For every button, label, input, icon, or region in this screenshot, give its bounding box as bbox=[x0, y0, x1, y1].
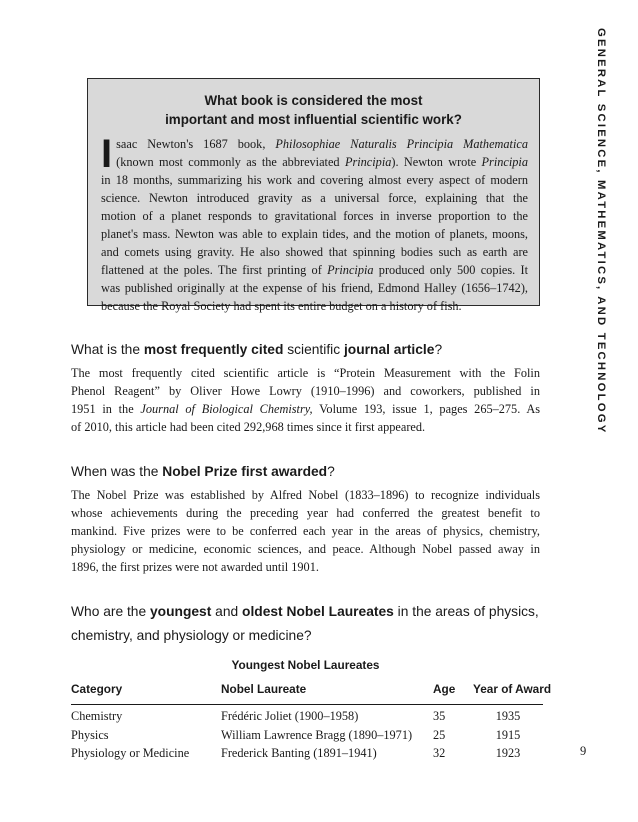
answer-line: science. Newton introduced gravity as a universal force, explaining that the bbox=[101, 191, 528, 205]
answer-line: 1896, the first prizes were not awarded until 1901. bbox=[71, 560, 319, 574]
answer-line: whose achievements during the preceding year had conferred the greatest benefit to bbox=[71, 506, 540, 520]
answer-line: physiology or medicine, economic sciences, and peace. Although Nobel passed away in bbox=[71, 542, 540, 556]
featured-question-line-1: What book is considered the most bbox=[204, 93, 423, 108]
header-category: Category bbox=[71, 682, 123, 696]
running-section-title: GENERAL SCIENCE, MATHEMATICS, AND TECHNOLOGY bbox=[595, 28, 607, 435]
answer-line: in 18 months, summarizing his work and covering almost every aspect of modern bbox=[101, 173, 528, 187]
table-header bbox=[71, 682, 552, 702]
answer-most-cited-article bbox=[71, 364, 540, 436]
table-row: Physiology or Medicine Frederick Banting (1891–1941) 32 1923 bbox=[71, 746, 521, 760]
header-laureate: Nobel Laureate bbox=[221, 682, 307, 696]
answer-line: and comets using gravity. He also showed that spinning bodies such as earth are bbox=[101, 245, 528, 259]
featured-answer bbox=[101, 132, 528, 315]
answer-line: planet's mass. Newton was able to explain tides, and the motion of planets, moons, bbox=[101, 227, 528, 241]
question-most-cited-article: What is the most frequently cited scientific journal article? bbox=[71, 342, 443, 357]
header-year: Year of Award bbox=[473, 682, 552, 696]
answer-line: mankind. Five prizes were to be conferred each year in the areas of physics, chemistry, bbox=[71, 524, 540, 538]
answer-nobel-first-awarded bbox=[71, 486, 540, 576]
page-number: 9 bbox=[580, 744, 587, 758]
answer-line: motion of a planet responds to gravitational forces in inverse proportion to the bbox=[101, 209, 528, 223]
table-rule bbox=[71, 704, 543, 705]
answer-line: The most frequently cited scientific article is “Protein Measurement with the Folin bbox=[71, 366, 540, 380]
table-title: Youngest Nobel Laureates bbox=[231, 658, 380, 672]
answer-line: (known most commonly as the abbreviated Principia). Newton wrote Principia bbox=[116, 155, 528, 169]
featured-question-line-2: important and most influential scientific work? bbox=[165, 112, 462, 127]
question-nobel-first-awarded: When was the Nobel Prize first awarded? bbox=[71, 464, 335, 479]
featured-question bbox=[100, 91, 527, 129]
table-row: Physics William Lawrence Bragg (1890–1971) 25 1915 bbox=[71, 727, 521, 742]
drop-cap: I bbox=[101, 132, 113, 176]
header-age: Age bbox=[433, 682, 456, 696]
table-row: Chemistry Frédéric Joliet (1900–1958) 35 1935 bbox=[71, 709, 521, 723]
answer-line: flattened at the poles. The first printing of Principia produced only 500 copies. It bbox=[101, 263, 528, 277]
featured-question-box bbox=[87, 78, 540, 313]
answer-line: saac Newton's 1687 book, Philosophiae Naturalis Principia Mathematica bbox=[116, 137, 528, 151]
question-youngest-oldest-laureates: Who are the youngest and oldest Nobel Laureates in the areas of physics, chemistry, and physiology or medicine? bbox=[71, 604, 539, 643]
answer-line: 1951 in the Journal of Biological Chemistry, Volume 193, issue 1, pages 265–275. As bbox=[71, 402, 541, 416]
answer-line: because the Royal Society had spent its entire budget on a history of fish. bbox=[101, 299, 462, 313]
answer-line: was published originally at the expense of his friend, Edmond Halley (1656–1742), bbox=[101, 281, 528, 295]
youngest-laureates-table bbox=[71, 682, 552, 760]
answer-line: Phenol Reagent” by Oliver Howe Lowry (1910–1996) and coworkers, published in bbox=[71, 384, 540, 398]
answer-line: The Nobel Prize was established by Alfred Nobel (1833–1896) to recognize individuals bbox=[71, 488, 540, 502]
answer-line: of 2010, this article had been cited 292,968 times since it first appeared. bbox=[71, 420, 426, 434]
